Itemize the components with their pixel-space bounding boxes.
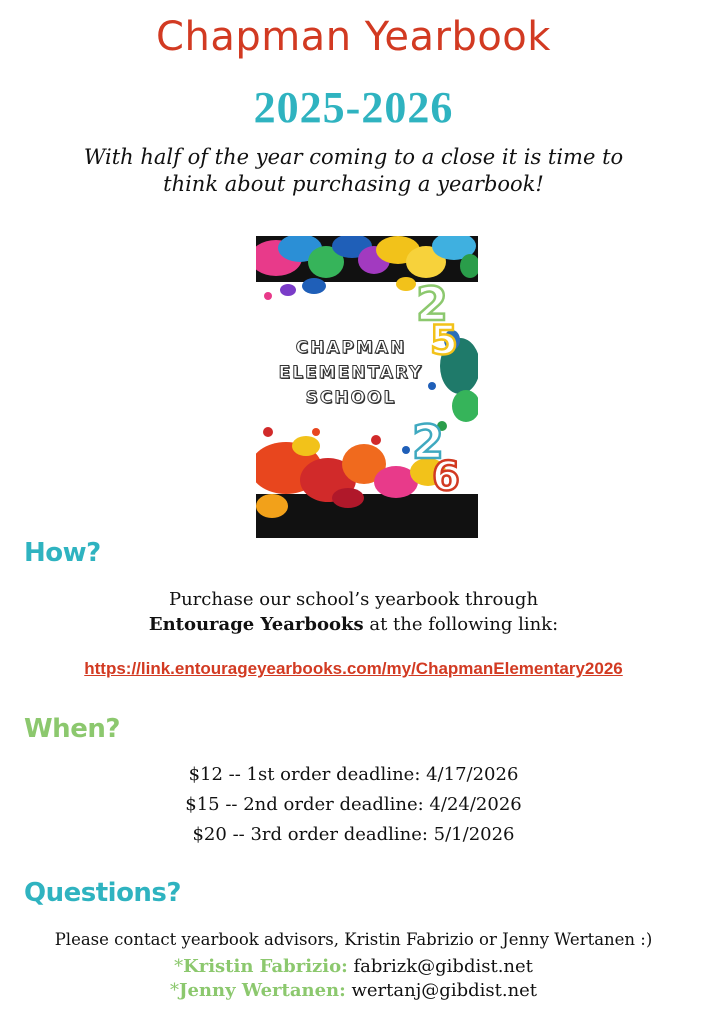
entourage-yearbooks: Entourage Yearbooks bbox=[148, 614, 364, 635]
school-year: 2025-2026 bbox=[253, 83, 454, 132]
contact-kristin bbox=[0, 956, 707, 977]
how-line-2-rest: at the following link: bbox=[363, 614, 559, 635]
contact-star: * bbox=[174, 956, 184, 977]
intro-line-1: With half of the year coming to a close it is time to bbox=[83, 145, 624, 169]
yearbook-purchase-link[interactable]: https://link.entourageyearbooks.com/my/ChapmanElementary2026 bbox=[84, 659, 623, 678]
contact-email[interactable]: fabrizk@gibdist.net bbox=[347, 956, 533, 977]
cover-line-2: ELEMENTARY bbox=[278, 363, 424, 383]
cover-digit-1: 2 bbox=[416, 277, 449, 331]
how-line-2 bbox=[0, 614, 707, 635]
intro-line-2: think about purchasing a yearbook! bbox=[163, 172, 544, 196]
cover-digit-3: 2 bbox=[412, 415, 445, 469]
cover-school-name bbox=[256, 336, 446, 411]
contact-line: Please contact yearbook advisors, Kristin Fabrizio or Jenny Wertanen :) bbox=[54, 930, 653, 949]
when-heading: When? bbox=[24, 714, 120, 744]
questions-heading: Questions? bbox=[24, 878, 181, 908]
page-title: Chapman Yearbook bbox=[156, 14, 551, 60]
deadline-3: $20 -- 3rd order deadline: 5/1/2026 bbox=[192, 824, 515, 845]
cover-digit-4: 6 bbox=[432, 454, 460, 500]
contact-email[interactable]: wertanj@gibdist.net bbox=[345, 980, 538, 1001]
contact-star: * bbox=[169, 980, 179, 1001]
contact-jenny bbox=[0, 980, 707, 1001]
how-line-1: Purchase our school’s yearbook through bbox=[168, 589, 539, 610]
deadline-1: $12 -- 1st order deadline: 4/17/2026 bbox=[188, 764, 519, 785]
contact-name: Jenny Wertanen: bbox=[178, 980, 346, 1001]
intro-text bbox=[50, 144, 657, 198]
yearbook-cover-image bbox=[256, 236, 478, 538]
cover-line-3: SCHOOL bbox=[305, 388, 397, 408]
cover-digit-2: 5 bbox=[430, 318, 458, 364]
contact-name: Kristin Fabrizio: bbox=[183, 956, 348, 977]
deadline-2: $15 -- 2nd order deadline: 4/24/2026 bbox=[185, 794, 522, 815]
how-heading: How? bbox=[24, 538, 101, 568]
cover-line-1: CHAPMAN bbox=[295, 338, 407, 358]
